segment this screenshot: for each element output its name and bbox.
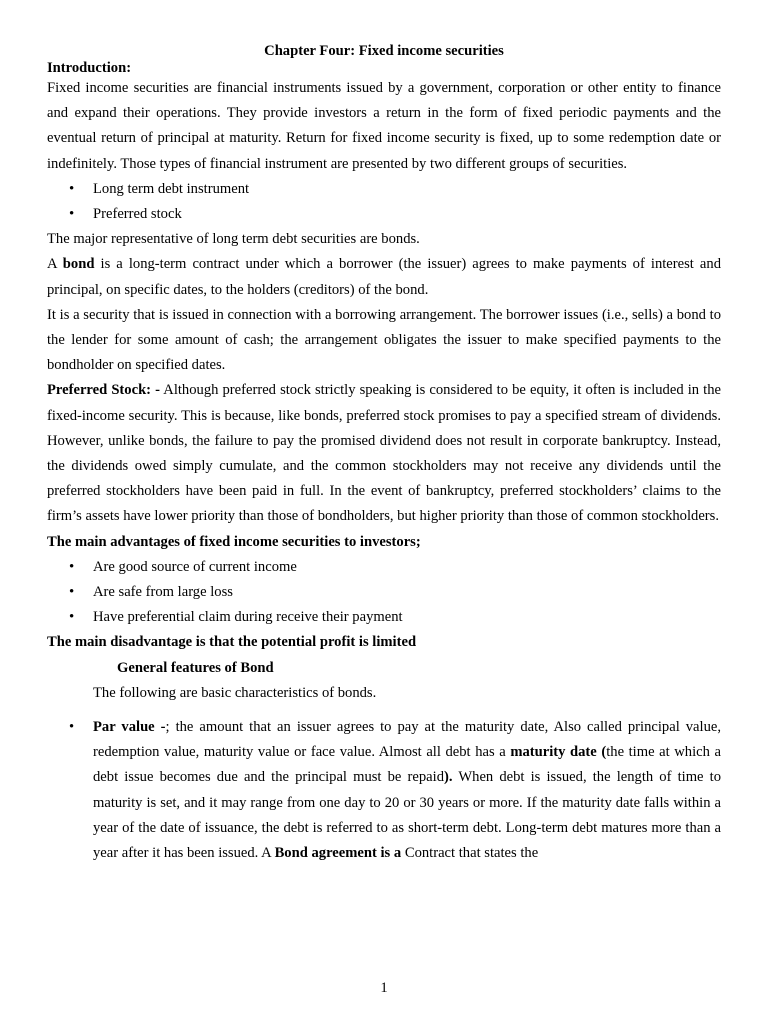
list-item: • Have preferential claim during receive their payment [47,605,721,630]
maturity-date-desc: the time at which a debt issue becomes due and the principal must be repaid [93,744,722,786]
advantages-list [47,555,721,631]
disadvantage-heading: The main disadvantage is that the potential profit is limited [47,634,417,651]
list-item: • Are safe from large loss [47,580,721,605]
security-paragraph: It is a security that is issued in connection with a borrowing arrangement. The borrower issues (i.e., sells) a bond to the lender for some amount of cash; the arrangement obligates the issuer to make specified payments to the bondholder on specified dates. [47,306,721,374]
bond-def-text: is a long-term contract under which a borrower (the issuer) agrees to make payments of interest and principal, on specific dates, to the holders (creditors) of the bond. [47,256,721,298]
introduction-heading: Introduction: [47,60,132,76]
list-item: • Long term debt instrument [47,177,721,202]
maturity-date-term: maturity date ( [510,744,607,761]
preferred-stock-term: Preferred Stock: - [47,382,160,399]
maturity-date-close: ). [444,769,453,786]
debt-term-desc: When debt is issued, the length of time to maturity is set, and it may range from one day to 20 or 30 years or more. If the maturity date falls within a year of the date of issuance, the debt is referred to as short-term debt. Long-term debt matures more than a year after it has been issued. A [93,769,721,862]
major-representative-text: The major representative of long term debt securities are bonds. [47,231,420,248]
features-intro: The following are basic characteristics of bonds. [93,684,377,701]
par-value-desc: ; the amount that an issuer agrees to pay at the maturity date, Also called principal value, redemption value, maturity value or face value. Almost all debt has a [93,719,722,761]
bullet-icon: • [69,719,75,736]
par-value-term: Par value - [93,719,166,736]
security-groups-list [47,177,721,227]
preferred-stock-paragraph [47,378,721,529]
page-title: Chapter Four: Fixed income securities [264,43,504,59]
advantages-heading: The main advantages of fixed income securities to investors; [47,533,421,550]
par-value-item [47,715,721,866]
par-value-text [93,715,721,866]
bond-agreement-desc: Contract that states the [401,845,539,862]
document-page [47,42,721,866]
page-number: 1 [380,980,388,996]
bond-term: bond [62,256,95,273]
bond-def-prefix: A [47,256,63,273]
intro-paragraph: Fixed income securities are financial instruments issued by a government, corporation or other entity to finance and expand their operations. They provide investors a return in the form of fixed periodic payments and the eventual return of principal at maturity. Return for fixed income security is fixed, up to some redemption date or indefinitely. Those types of financial instrument are presented by two different groups of securities. [47,80,721,172]
features-heading: General features of Bond [117,659,274,676]
list-item: • Are good source of current income [47,555,721,580]
bond-definition [47,252,721,302]
bond-agreement-term: Bond agreement is a [274,845,402,862]
list-item: • Preferred stock [47,202,721,227]
preferred-stock-text: Although preferred stock strictly speaking is considered to be equity, it often is included in the fixed-income security. This is because, like bonds, preferred stock promises to pay a specified stream of dividends. However, unlike bonds, the failure to pay the promised dividend does not result in corporate bankruptcy. Instead, the dividends owed simply cumulate, and the common stockholders may not receive any dividends until the preferred stockholders have been paid in full. In the event of bankruptcy, preferred stockholders’ claims to the firm’s assets have lower priority than those of bondholders, but higher priority than those of common stockholders. [47,382,721,525]
